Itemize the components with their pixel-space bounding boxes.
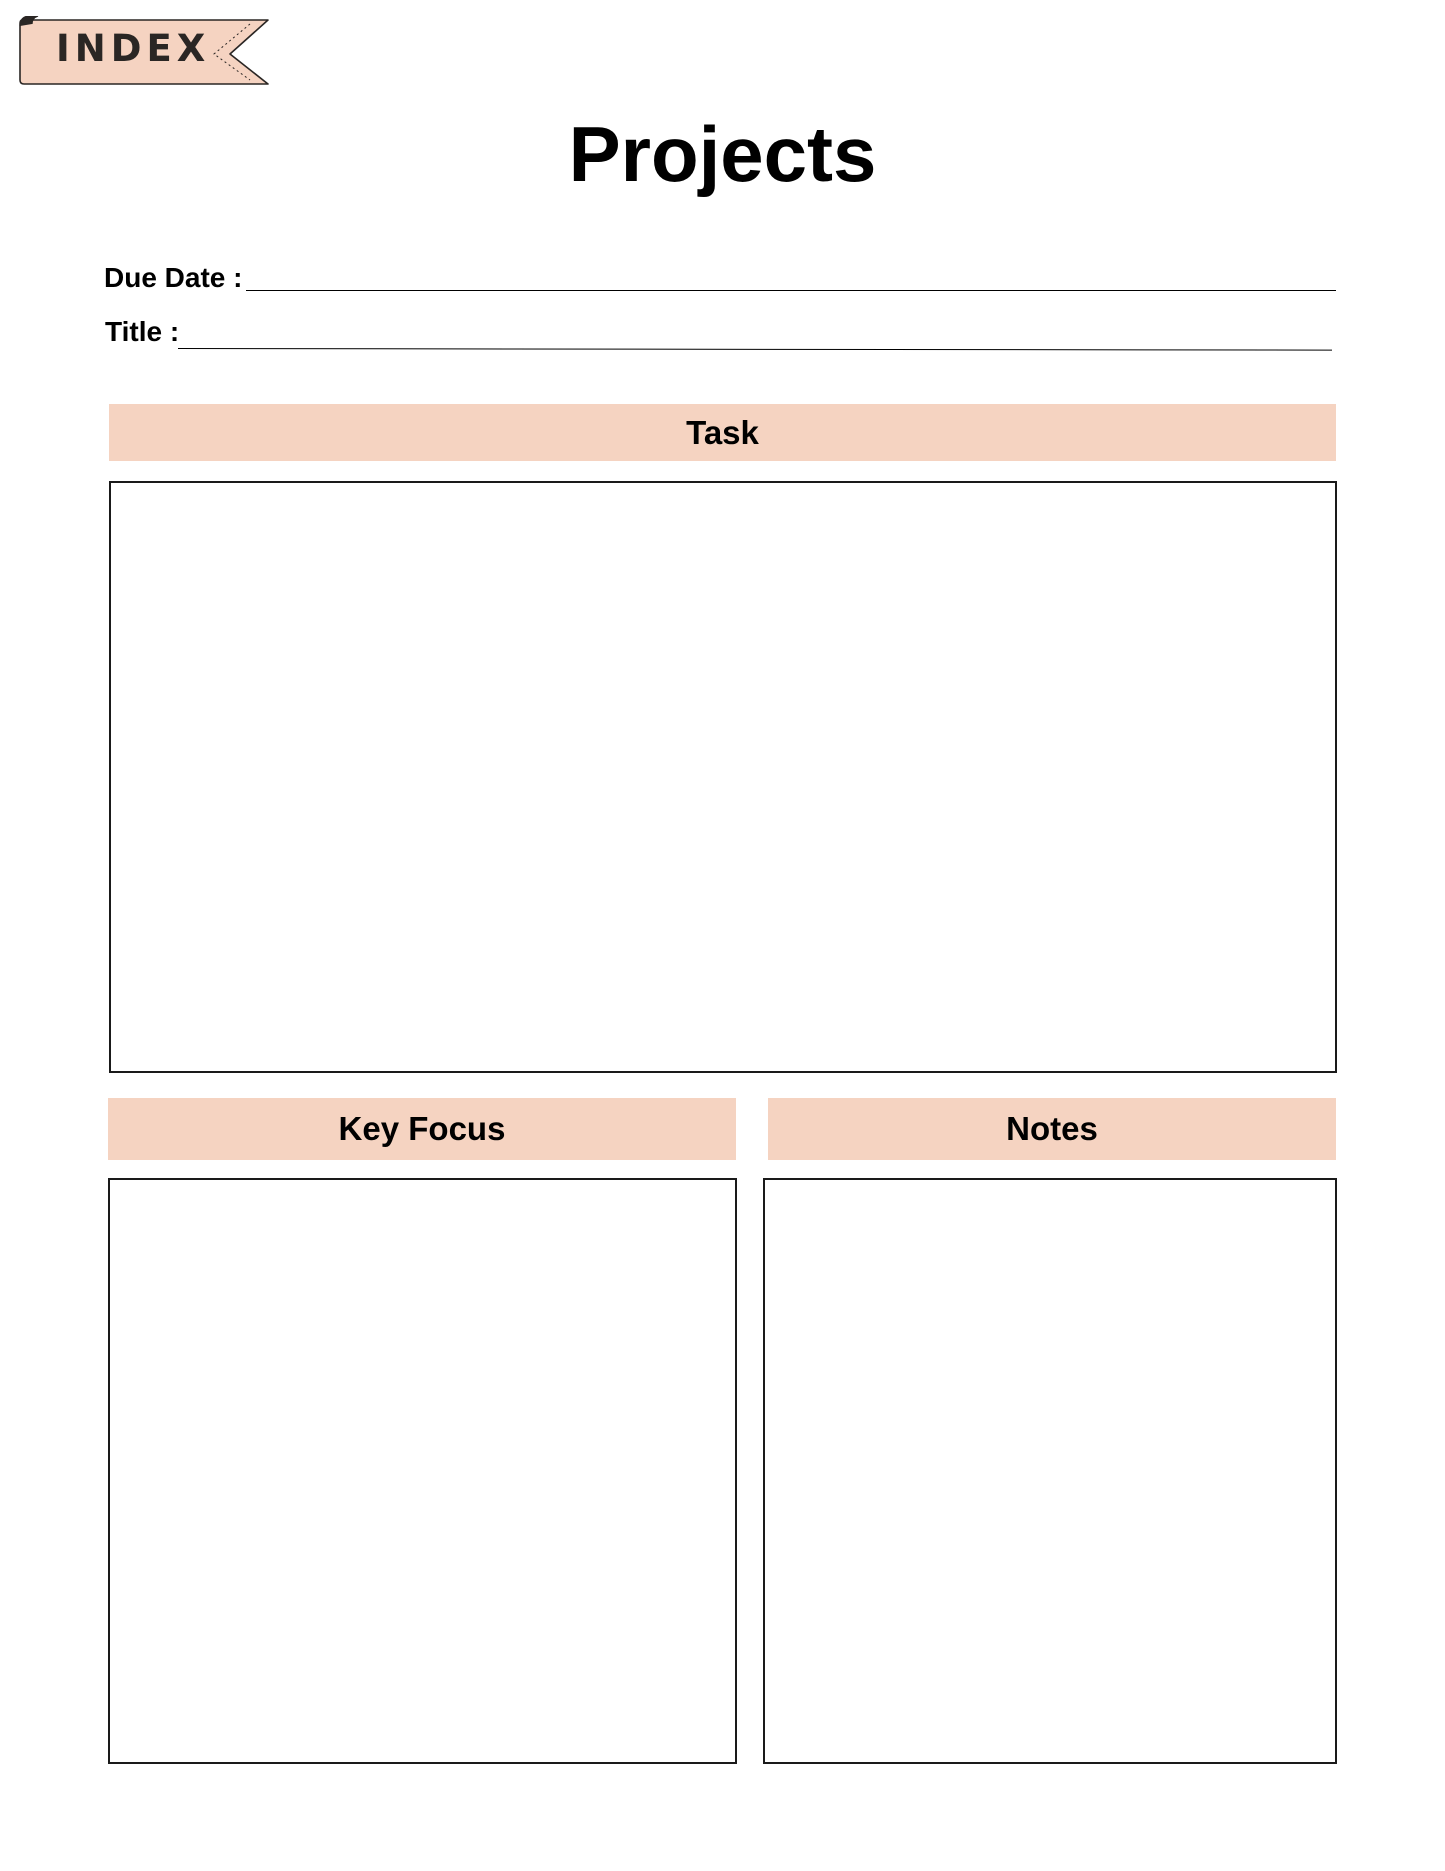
due-date-label: Due Date :	[104, 262, 243, 293]
task-header-label: Task	[686, 413, 759, 451]
task-box[interactable]	[109, 481, 1337, 1073]
title-label: Title :	[105, 316, 180, 347]
task-header	[109, 404, 1336, 461]
notes-box[interactable]	[763, 1178, 1337, 1764]
title-input-line[interactable]	[178, 348, 1332, 351]
notes-header	[768, 1098, 1336, 1160]
key-focus-header-label: Key Focus	[338, 1110, 506, 1147]
key-focus-box[interactable]	[108, 1178, 737, 1764]
index-tab-label: INDEX	[56, 27, 211, 70]
index-tab[interactable]	[18, 16, 272, 88]
notes-header-label: Notes	[1006, 1110, 1098, 1147]
page-title: Projects	[568, 110, 877, 198]
key-focus-header	[108, 1098, 736, 1160]
due-date-input-line[interactable]	[246, 290, 1336, 291]
